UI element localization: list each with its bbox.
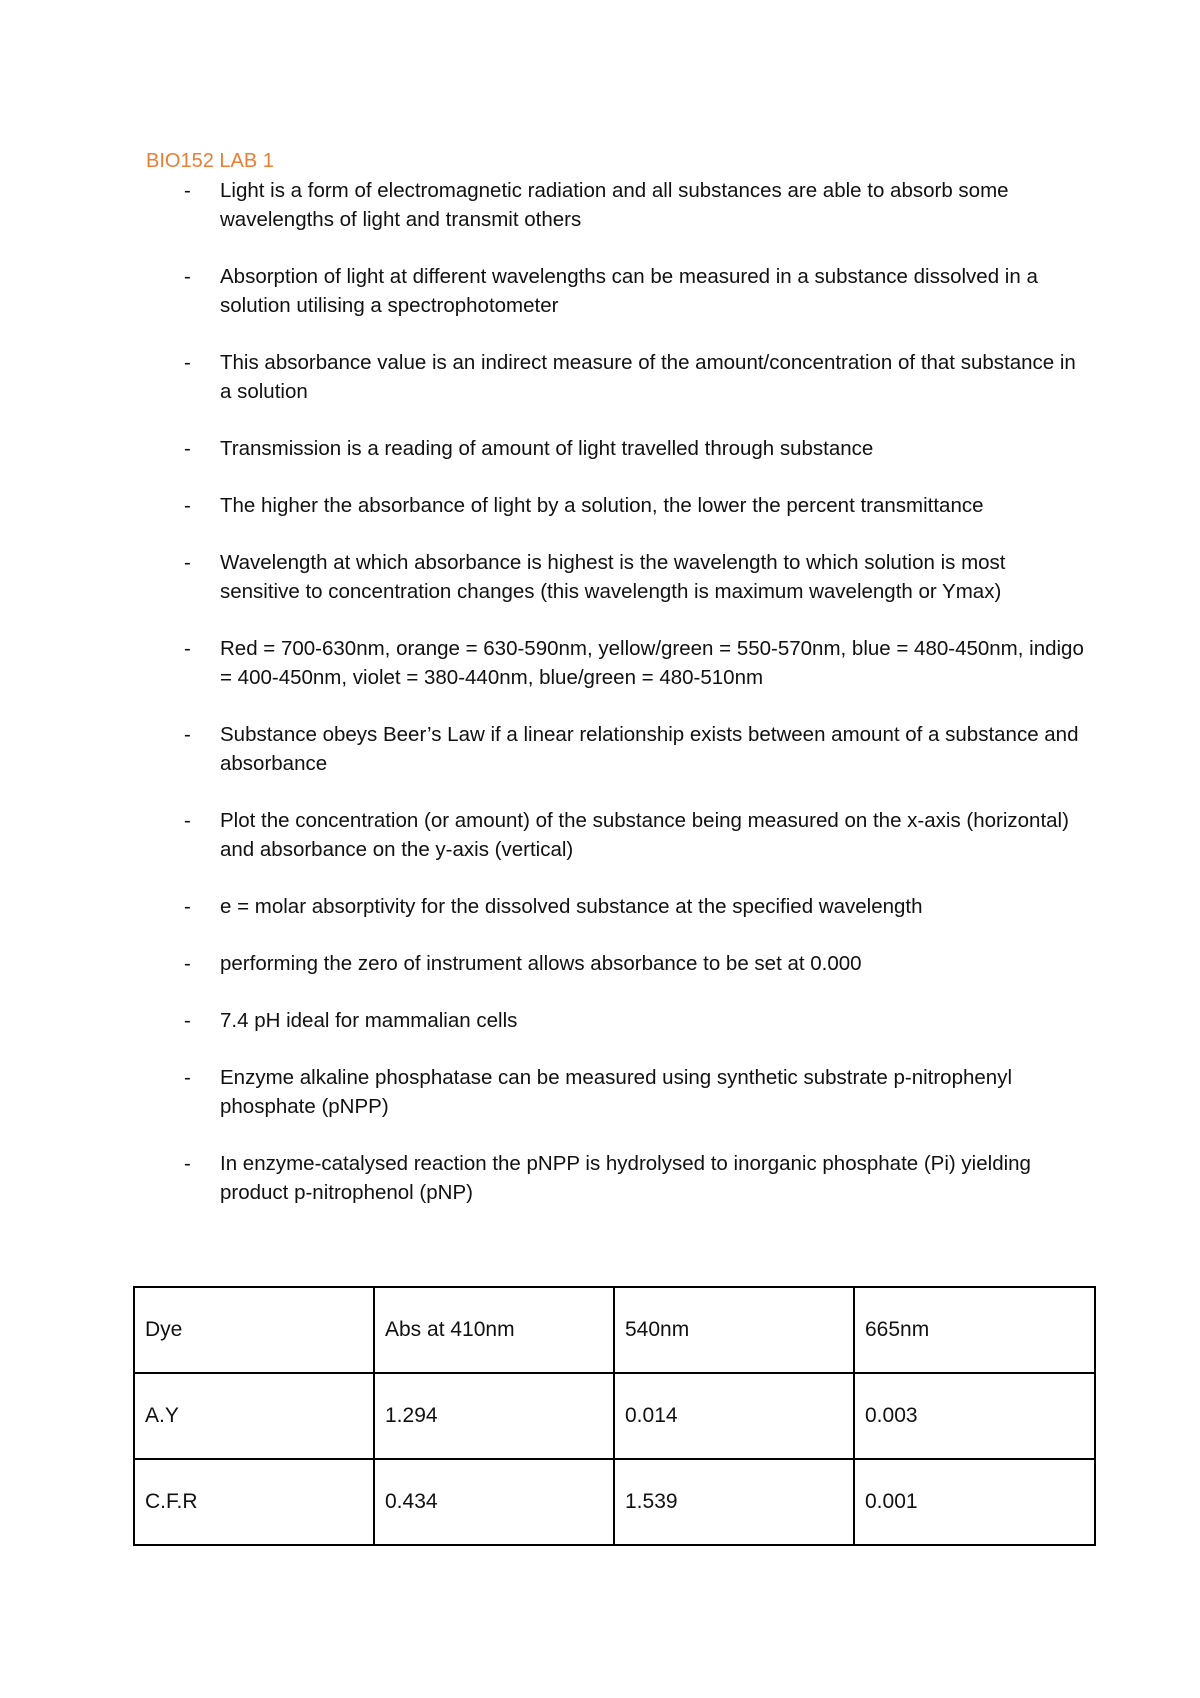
bullet-dash: -: [184, 179, 191, 202]
table-header-cell: Abs at 410nm: [374, 1287, 614, 1373]
list-item: [184, 634, 1084, 692]
table-cell: 0.014: [614, 1373, 854, 1459]
bullet-text: Plot the concentration (or amount) of the substance being measured on the x-axis (horizontal) and absorbance on the y-axis (vertical): [220, 809, 1069, 861]
document-title: BIO152 LAB 1: [146, 150, 274, 172]
notes-list: [184, 176, 1084, 1235]
bullet-dash: -: [184, 1152, 191, 1175]
list-item: [184, 806, 1084, 864]
bullet-text: This absorbance value is an indirect measure of the amount/concentration of that substance in a solution: [220, 351, 1076, 403]
table-row: [134, 1459, 1095, 1545]
list-item: [184, 262, 1084, 320]
bullet-dash: -: [184, 351, 191, 374]
list-item: [184, 892, 1084, 921]
table-cell: 1.539: [614, 1459, 854, 1545]
table-header-cell: Dye: [134, 1287, 374, 1373]
bullet-dash: -: [184, 723, 191, 746]
bullet-dash: -: [184, 265, 191, 288]
bullet-text: Enzyme alkaline phosphatase can be measured using synthetic substrate p-nitrophenyl phosphate (pNPP): [220, 1066, 1012, 1118]
list-item: [184, 1006, 1084, 1035]
bullet-dash: -: [184, 637, 191, 660]
table-cell: 0.434: [374, 1459, 614, 1545]
table-header-cell: 665nm: [854, 1287, 1095, 1373]
list-item: [184, 1063, 1084, 1121]
bullet-text: performing the zero of instrument allows absorbance to be set at 0.000: [220, 952, 862, 975]
bullet-dash: -: [184, 809, 191, 832]
bullet-text: Substance obeys Beer’s Law if a linear relationship exists between amount of a substance and absorbance: [220, 723, 1079, 775]
bullet-dash: -: [184, 1066, 191, 1089]
table-cell: 0.003: [854, 1373, 1095, 1459]
list-item: [184, 1149, 1084, 1207]
bullet-dash: -: [184, 895, 191, 918]
bullet-text: Wavelength at which absorbance is highest is the wavelength to which solution is most sensitive to concentration changes (this wavelength is maximum wavelength or Ymax): [220, 551, 1006, 603]
table-cell: 1.294: [374, 1373, 614, 1459]
bullet-text: The higher the absorbance of light by a solution, the lower the percent transmittance: [220, 494, 984, 517]
bullet-dash: -: [184, 551, 191, 574]
list-item: [184, 548, 1084, 606]
list-item: [184, 720, 1084, 778]
bullet-text: Absorption of light at different wavelengths can be measured in a substance dissolved in a solution utilising a spectrophotometer: [220, 265, 1038, 317]
list-item: [184, 491, 1084, 520]
list-item: [184, 434, 1084, 463]
table-cell: A.Y: [134, 1373, 374, 1459]
bullet-text: Transmission is a reading of amount of light travelled through substance: [220, 437, 874, 460]
bullet-dash: -: [184, 1009, 191, 1032]
table-cell: 0.001: [854, 1459, 1095, 1545]
table-header-row: [134, 1287, 1095, 1373]
bullet-text: Red = 700-630nm, orange = 630-590nm, yellow/green = 550-570nm, blue = 480-450nm, indigo = 400-450nm, violet = 380-440nm, blue/green = 480-510nm: [220, 637, 1084, 689]
table-row: [134, 1373, 1095, 1459]
list-item: [184, 348, 1084, 406]
bullet-dash: -: [184, 437, 191, 460]
bullet-text: Light is a form of electromagnetic radiation and all substances are able to absorb some wavelengths of light and transmit others: [220, 179, 1009, 231]
table-cell: C.F.R: [134, 1459, 374, 1545]
bullet-text: In enzyme-catalysed reaction the pNPP is hydrolysed to inorganic phosphate (Pi) yielding product p-nitrophenol (pNP): [220, 1152, 1031, 1204]
absorbance-table: [133, 1286, 1096, 1546]
bullet-text: 7.4 pH ideal for mammalian cells: [220, 1009, 518, 1032]
list-item: [184, 176, 1084, 234]
table-header-cell: 540nm: [614, 1287, 854, 1373]
list-item: [184, 949, 1084, 978]
bullet-dash: -: [184, 952, 191, 975]
bullet-dash: -: [184, 494, 191, 517]
bullet-text: e = molar absorptivity for the dissolved substance at the specified wavelength: [220, 895, 923, 918]
